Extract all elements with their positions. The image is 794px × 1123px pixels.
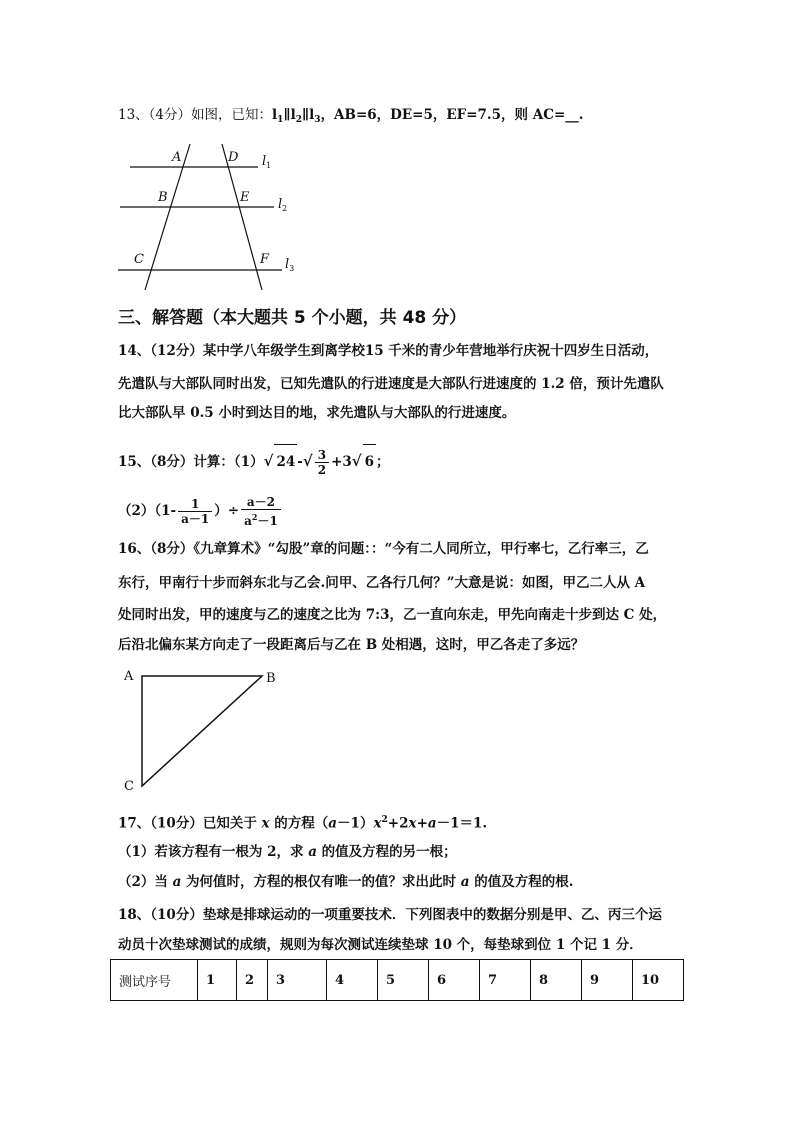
table-cell: 7 bbox=[480, 960, 531, 1001]
label-d: D bbox=[228, 150, 239, 165]
table-cell: 4 bbox=[327, 960, 378, 1001]
table-cell: 1 bbox=[198, 960, 237, 1001]
q17-line1: 17、（10分）已知关于 x 的方程$(a-1)x^2+2x+a-1=1$. bbox=[118, 815, 488, 832]
q16-line4: 后沿北偏东某方向走了一段距离后与乙在 B 处相遇，这时，甲乙各走了多远？ bbox=[118, 637, 585, 653]
table-cell: 8 bbox=[531, 960, 582, 1001]
triangle-abc bbox=[142, 676, 262, 786]
table-cell: 3 bbox=[268, 960, 327, 1001]
table-cell: 6 bbox=[429, 960, 480, 1001]
table-row bbox=[111, 960, 684, 1001]
table-cell: 10 bbox=[633, 960, 684, 1001]
q15-part1: 15、（8分）计算：（1）√ 24 -√ $\frac{3}{2}$ +3√ 6 ； bbox=[118, 444, 390, 479]
q16-line3: 处同时出发，甲的速度与乙的速度之比为 7:3，乙一直向东走，甲先向南走十步到达 C 处， bbox=[118, 607, 667, 623]
label-l1: $l_1$ bbox=[262, 154, 272, 170]
q13-text: 13、（4分）如图，已知：$l_1\parallel l_2\parallel l_3$，AB=6，DE=5，EF=7.5，则 AC=__. bbox=[118, 107, 584, 125]
table-cell: 2 bbox=[237, 960, 268, 1001]
table-cell: 9 bbox=[582, 960, 633, 1001]
label-f: F bbox=[260, 252, 270, 267]
q14-line3: 比大部队早 0.5 小时到达目的地，求先遣队与大部队的行进速度。 bbox=[118, 405, 516, 421]
q16-line1: 16、（8分）《九章算术》“勾股”章的问题：：“今有二人同所立，甲行率七，乙行率三，乙 bbox=[118, 541, 649, 557]
q15-part2: （2）（1- $\frac{1}{a-1}$ ）÷ $\frac{a-2}{a^2-1}$ bbox=[118, 494, 283, 528]
q16-line2: 东行，甲南行十步而斜东北与乙会.问甲、乙各行几何？”大意是说：如图，甲乙二人从 A bbox=[118, 575, 646, 591]
q17-sub1: （1）若该方程有一根为 2，求 a 的值及方程的另一根； bbox=[118, 844, 457, 860]
score-table bbox=[110, 959, 684, 1001]
label-l3: $l_3$ bbox=[285, 257, 295, 273]
label-tri-c: C bbox=[124, 779, 134, 794]
q14-line1: 14、（12分）某中学八年级学生到离学校15 千米的青少年营地举行庆祝十四岁生日活动， bbox=[118, 343, 659, 359]
q18-line1: 18、（10分）垫球是排球运动的一项重要技术．下列图表中的数据分别是甲、乙、丙三个运 bbox=[118, 907, 662, 923]
label-a: A bbox=[172, 150, 182, 165]
triangle-figure bbox=[118, 666, 298, 796]
label-c: C bbox=[134, 252, 144, 267]
section-title: 三、解答题（本大题共 5 个小题，共 48 分） bbox=[118, 308, 467, 328]
q14-line2: 先遣队与大部队同时出发，已知先遣队的行进速度是大部队行进速度的 1.2 倍，预计先遣队 bbox=[118, 376, 664, 392]
q17-sub2: （2）当 a 为何值时，方程的根仅有唯一的值？求出此时 a 的值及方程的根. bbox=[118, 874, 574, 890]
transversal-ac bbox=[145, 144, 190, 290]
label-tri-b: B bbox=[266, 671, 276, 686]
label-l2: $l_2$ bbox=[278, 197, 288, 213]
label-b: B bbox=[158, 190, 168, 205]
transversal-df bbox=[222, 144, 262, 290]
label-tri-a: A bbox=[124, 669, 134, 684]
table-header-cell: 测试序号 bbox=[111, 960, 198, 1001]
q18-line2: 动员十次垫球测试的成绩，规则为每次测试连续垫球 10 个，每垫球到位 1 个记 1 分． bbox=[118, 937, 643, 953]
table-cell: 5 bbox=[378, 960, 429, 1001]
label-e: E bbox=[240, 190, 250, 205]
parallel-lines-figure bbox=[110, 138, 410, 298]
